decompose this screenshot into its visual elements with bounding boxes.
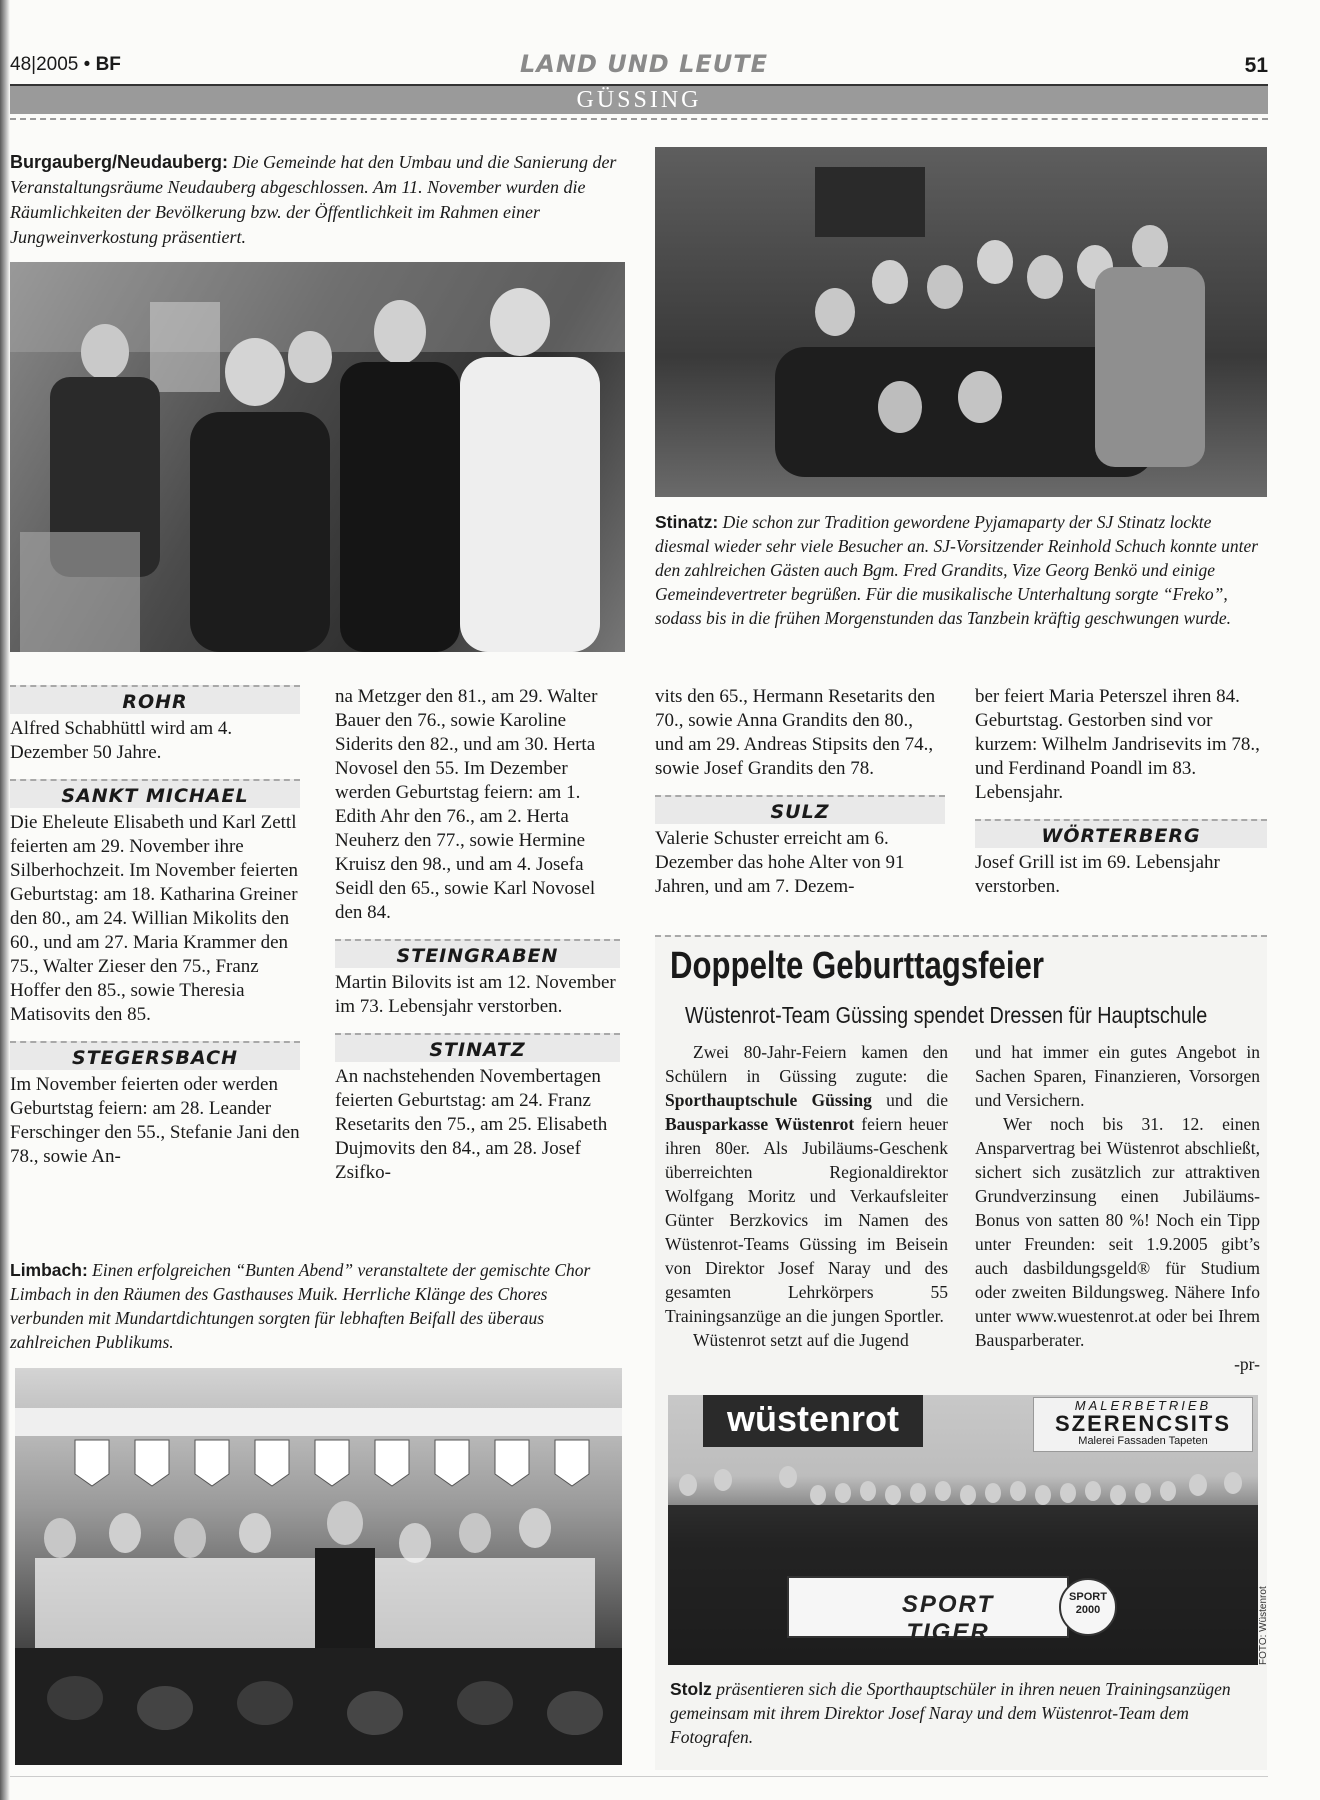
wuestenrot-photo [668,1395,1258,1665]
article-headline: Doppelte Geburttagsfeier [670,945,1044,987]
stegersbach-text-a: Im November feierten oder werden Geburtstag feiern: am 28. Leander Ferschinger den 55., Stefanie Jani den 78., sowie An- [10,1074,300,1167]
notices-column-2 [335,685,620,1185]
header-divider [10,118,1268,120]
article-text-intro: Zwei 80-Jahr-Feiern kamen den Schülern in Güssing zugute: die [665,1042,948,1086]
article-column-1 [665,1040,948,1352]
sport2000-badge-line2: 2000 [1075,1604,1101,1616]
photo-credit: FOTO: Wüstenrot [1258,1586,1269,1665]
article-text-offer: und hat immer ein gutes Angebot in Sachen Sparen, Finanzieren, Vorsorgen und Versichern. [975,1042,1260,1110]
article-text-and: und die [871,1090,948,1110]
burgauberg-photo-figures [10,262,625,652]
woerterberg-heading: WÖRTERBERG [975,819,1267,848]
article-subheadline: Wüstenrot-Team Güssing spendet Dressen für Hauptschule [685,1002,1208,1028]
sanktmichael-text: Die Eheleute Elisabeth und Karl Zettl feierten am 29. November ihre Silberhochzeit. Im November feierten Geburtstag: am 18. Katharina Greiner den 80., am 24. Willian Mikolits den 60., und am 27. Maria Krammer den 75., Walter Zieser den 75., Franz Hoffer den 85., sowie Theresia Matisovits den 85. [10,812,299,1025]
region-band [10,84,1268,114]
steingraben-text: Martin Bilovits ist am 12. November im 73. Lebensjahr verstorben. [335,972,616,1017]
notices-column-3 [655,685,945,899]
stinatz-photo [655,147,1267,497]
sulz-text-b: ber feiert Maria Peterszel ihren 84. Geburtstag. Gestorben sind vor kurzem: Wilhelm Jandrisevits im 78., und Ferdinand Poandl im 83. Lebensjahr. [975,686,1260,803]
painter-sign-line3: Malerei Fassaden Tapeten [1078,1435,1208,1447]
sport-tiger-banner: SPORT TIGER [901,1591,995,1646]
notices-column-1 [10,685,300,1169]
stinatz-photo-figures [655,147,1267,497]
sport2000-badge-line1: SPORT [1069,1591,1107,1603]
wuestenrot-caption-text: präsentieren sich die Sporthauptschüler in ihren neuen Trainingsanzügen gemeinsam mit ihrem Direktor Josef Naray und dem Wüstenrot-Team dem Fotografen. [670,1679,1231,1747]
burgauberg-photo [10,262,625,652]
stinatz-heading: STINATZ [335,1033,620,1062]
article-text-body: feiern heuer ihren 80er. Als Jubiläums-Geschenk überreichten Regionaldirektor Wolfgang Moritz und Verkaufsleiter Günter Berzkovics im Namen des Wüstenrot-Teams Güssing im Beisein von Direktor Josef Naray und des gesamten Lehrkörpers 55 Trainingsanzüge an die jungen Sportler. [665,1114,949,1326]
sport2000-badge [1063,1591,1113,1617]
article-text-bonus: Wer noch bis 31. 12. einen Ansparvertrag bei Wüstenrot abschließt, sichert sich zusätzlich zur attraktiven Grundverzinsung einen Jubiläums-Bonus von satten 80 %! Noch ein Tipp unter Freunden: seit 1.9.2005 gibt’s auch dasbildungsgeld® für Studium oder zweiten Bildungsweg. Nähere Info unter www.wuestenrot.at oder bei Ihrem Bausparberater. [975,1114,1260,1350]
stinatz-text: Die schon zur Tradition gewordene Pyjamaparty der SJ Stinatz lockte diesmal wieder sehr viele Besucher an. SJ-Vorsitzender Reinhold Schuch konnte unter den zahlreichen Gästen auch Bgm. Fred Grandits, Vize Georg Benkö und einige Gemeindevertreter begrüßen. Für die musikalische Unterhaltung sorgte “Freko”, sodass bis in die frühen Morgenstunden das Tanzbein kräftig geschwungen wurde. [655,512,1259,628]
burgauberg-text: Die Gemeinde hat den Umbau und die Sanierung der Veranstaltungsräume Neudauberg abgeschlossen. Am 11. November wurden die Räumlichkeiten der Bevölkerung bzw. der Öffentlichkeit im Rahmen einer Jungweinverkostung präsentiert. [10,152,617,247]
steingraben-heading: STEINGRABEN [335,939,620,968]
sulz-text-a: Valerie Schuster erreicht am 6. Dezember das hohe Alter von 91 Jahren, und am 7. Dezem- [655,828,905,897]
sanktmichael-heading: SANKT MICHAEL [10,779,300,808]
section-title: LAND UND LEUTE [520,50,769,78]
stinatz-text-b: vits den 65., Hermann Resetarits den 70., sowie Anna Grandits den 80., und am 29. Andreas Stipsits den 74., sowie Josef Grandits den 78. [655,686,936,779]
page-gutter-shadow [0,0,10,1800]
limbach-photo-figures [15,1368,622,1765]
article-signature: -pr- [1234,1354,1260,1374]
article-bank-name: Bausparkasse Wüstenrot [665,1114,855,1134]
rohr-heading: ROHR [10,685,300,714]
limbach-caption [10,1258,625,1354]
wuestenrot-caption [670,1677,1260,1749]
notices-column-4 [975,685,1267,899]
sulz-heading: SULZ [655,795,945,824]
rohr-text: Alfred Schabhüttl wird am 4. Dezember 50 Jahre. [10,718,233,763]
article-column-2 [975,1040,1260,1376]
limbach-photo [15,1368,622,1765]
burgauberg-place: Burgauberg/Neudauberg: [10,152,229,172]
stinatz-caption [655,510,1267,630]
article-school-name: Sporthauptschule Güssing [665,1090,872,1110]
wuestenrot-caption-lead: Stolz [670,1679,712,1699]
page-header [10,50,1268,82]
limbach-place: Limbach: [10,1260,88,1280]
stegersbach-text-b: na Metzger den 81., am 29. Walter Bauer den 76., sowie Karoline Siderits den 82., und am 30. Herta Novosel den 55. Im Dezember werden Geburtstag feiern: am 1. Edith Ahr den 76., am 2. Herta Neuherz den 77., sowie Hermine Kruisz den 98., und am 4. Josefa Seidl den 65., sowie Karl Novosel den 84. [335,686,598,923]
stinatz-place: Stinatz: [655,512,719,532]
region-title: GÜSSING [576,87,702,113]
woerterberg-text: Josef Grill ist im 69. Lebensjahr verstorben. [975,852,1220,897]
painter-sign-line2: SZERENCSITS [1054,1411,1232,1436]
stinatz-text-a: An nachstehenden Novembertagen feierten Geburtstag: am 24. Franz Resetarits den 75., am 25. Elisabeth Dujmovits den 84., am 28. Josef Zsifko- [335,1066,608,1183]
wuestenrot-banner: wüstenrot [703,1395,923,1447]
issue-number: 48|2005 • BF [10,54,121,75]
article-text-youth: Wüstenrot setzt auf die Jugend [693,1330,909,1350]
page-number: 51 [1244,54,1268,77]
painter-sign-line1: MALERBETRIEB [1074,1398,1212,1413]
stegersbach-heading: STEGERSBACH [10,1041,300,1070]
burgauberg-caption [10,150,625,250]
limbach-text: Einen erfolgreichen “Bunten Abend” veranstaltete der gemischte Chor Limbach in den Räumen des Gasthauses Muik. Herrliche Klänge des Chores verbunden mit Mundartdichtungen sorgten für lebhaften Beifall des überaus zahlreichen Publikums. [10,1260,591,1352]
page-bottom-rule [10,1776,1268,1777]
